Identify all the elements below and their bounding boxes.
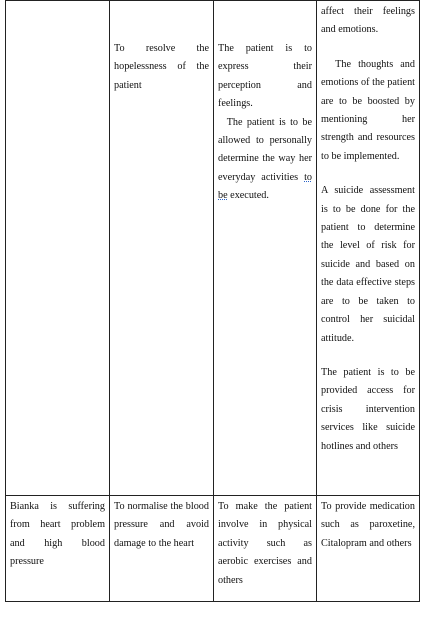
table-row bbox=[6, 1, 420, 496]
table-row bbox=[6, 496, 420, 602]
assessment-cell bbox=[6, 496, 110, 602]
rationale-cell bbox=[317, 496, 420, 602]
goal-cell bbox=[110, 1, 214, 496]
goal-text: To resolve the hopelessness of the patient bbox=[114, 43, 209, 91]
intervention-cell bbox=[214, 1, 317, 496]
goal-cell bbox=[110, 496, 214, 602]
rationale-cell bbox=[317, 1, 420, 496]
rationale-paragraph: To provide medication such as paroxetine, Citalopram and others bbox=[321, 501, 415, 549]
spelling-flag: to be bbox=[218, 171, 312, 202]
intervention-paragraph: The patient is to express their perception and feelings. bbox=[218, 43, 312, 110]
rationale-paragraph: The patient is to be provided access for crisis intervention services like suicide hotlines and others bbox=[321, 366, 415, 452]
rationale-paragraph: affect their feelings and emotions. bbox=[321, 6, 415, 36]
care-plan-table bbox=[5, 0, 420, 602]
rationale-paragraph: A suicide assessment is to be done for the patient to determine the level of risk for suicide and based on the data effective steps are to be taken to control her suicidal attitude. bbox=[321, 185, 415, 344]
assessment-cell bbox=[6, 1, 110, 496]
goal-text: To normalise the blood pressure and avoid damage to the heart bbox=[114, 501, 209, 549]
intervention-paragraph: The patient is to be allowed to personally determine the way her everyday activities to be executed. bbox=[218, 116, 312, 202]
intervention-cell bbox=[214, 496, 317, 602]
intervention-paragraph: To make the patient involve in physical activity such as aerobic exercises and others bbox=[218, 501, 312, 586]
assessment-text: Bianka is suffering from heart problem and high blood pressure bbox=[10, 501, 105, 568]
rationale-paragraph: The thoughts and emotions of the patient are to be boosted by mentioning her strength and resources to be implemented. bbox=[321, 58, 415, 162]
